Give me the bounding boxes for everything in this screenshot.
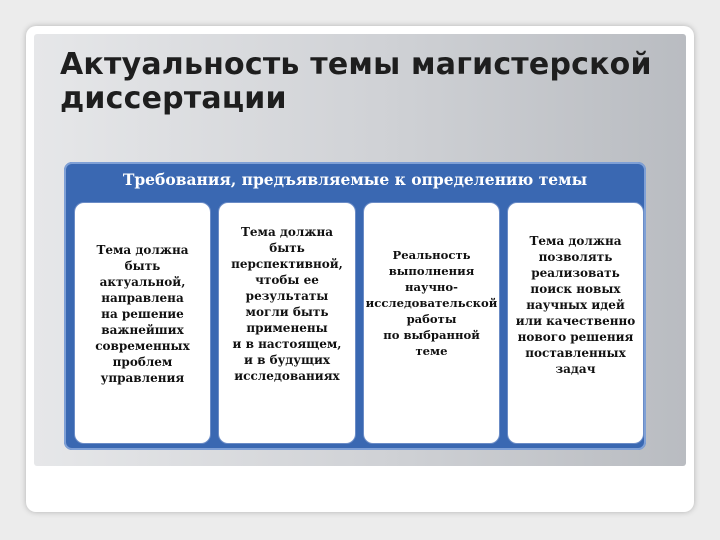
requirement-card-prospects [218, 202, 356, 444]
requirement-card-relevance [74, 202, 211, 444]
requirement-card-text: Реальность выполнения научно- исследовательской работы по выбранной теме [365, 248, 498, 358]
page-title: Актуальность темы магистерской диссертации [60, 47, 652, 116]
requirement-card-novelty [507, 202, 644, 444]
requirements-diagram [64, 162, 646, 450]
requirement-card-text: Тема должна быть перспективной, чтобы ее результаты могли быть применены и в настоящем, и в будущих исследованиях [231, 225, 343, 383]
content-panel [34, 34, 686, 466]
requirement-card-feasibility [363, 202, 500, 444]
requirement-card-text: Тема должна позволять реализовать поиск новых научных идей или качественно нового решения поставленных задач [515, 234, 636, 376]
requirement-card-text: Тема должна быть актуальной, направлена на решение важнейших современных проблем управления [95, 243, 190, 385]
slide [26, 26, 694, 512]
diagram-heading: Требования, предъявляемые к определению темы [122, 170, 588, 189]
